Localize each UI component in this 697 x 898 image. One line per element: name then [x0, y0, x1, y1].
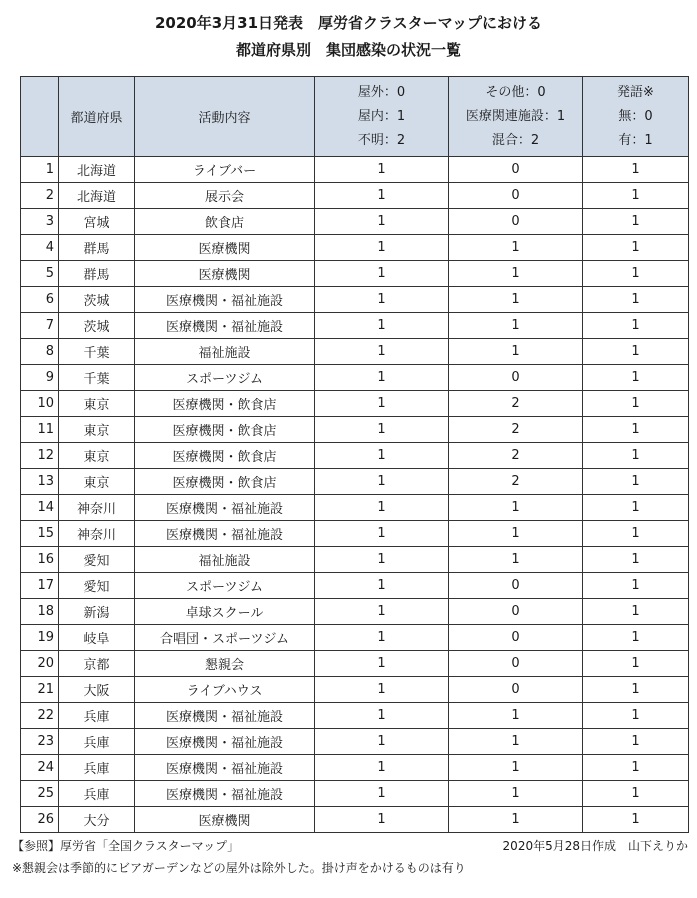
row-activity: 合唱団・スポーツジム — [135, 625, 315, 651]
row-activity: 展示会 — [135, 183, 315, 209]
row-location-code: 1 — [315, 209, 449, 235]
row-location-code: 1 — [315, 391, 449, 417]
row-other-code: 1 — [449, 547, 583, 573]
row-activity: スポーツジム — [135, 573, 315, 599]
row-other-code: 1 — [449, 729, 583, 755]
row-number: 8 — [21, 339, 59, 365]
row-vocal-code: 1 — [583, 261, 689, 287]
row-number: 4 — [21, 235, 59, 261]
row-location-code: 1 — [315, 807, 449, 833]
row-location-code: 1 — [315, 599, 449, 625]
row-location-code: 1 — [315, 287, 449, 313]
row-number: 16 — [21, 547, 59, 573]
row-vocal-code: 1 — [583, 365, 689, 391]
table-row — [21, 677, 689, 703]
table-row — [21, 391, 689, 417]
row-vocal-code: 1 — [583, 599, 689, 625]
table-row — [21, 209, 689, 235]
row-vocal-code: 1 — [583, 157, 689, 183]
table-row — [21, 469, 689, 495]
table-body — [21, 157, 689, 833]
table-row — [21, 625, 689, 651]
row-other-code: 0 — [449, 157, 583, 183]
table-row — [21, 573, 689, 599]
row-location-code: 1 — [315, 157, 449, 183]
table-row — [21, 287, 689, 313]
header-other-line: その他：0 — [485, 84, 546, 100]
row-number: 5 — [21, 261, 59, 287]
header-location — [315, 77, 449, 157]
row-prefecture: 兵庫 — [59, 781, 135, 807]
row-activity: 医療機関・福祉施設 — [135, 521, 315, 547]
row-vocal-code: 1 — [583, 625, 689, 651]
row-activity: スポーツジム — [135, 365, 315, 391]
header-activity: 活動内容 — [135, 77, 315, 157]
row-number: 11 — [21, 417, 59, 443]
row-activity: 医療機関 — [135, 261, 315, 287]
row-prefecture: 大分 — [59, 807, 135, 833]
row-vocal-code: 1 — [583, 729, 689, 755]
row-number: 12 — [21, 443, 59, 469]
row-vocal-code: 1 — [583, 391, 689, 417]
row-prefecture: 京都 — [59, 651, 135, 677]
row-prefecture: 兵庫 — [59, 703, 135, 729]
table-row — [21, 807, 689, 833]
row-number: 6 — [21, 287, 59, 313]
author-credit: 2020年5月28日作成 山下えりか — [502, 839, 688, 853]
row-location-code: 1 — [315, 365, 449, 391]
row-other-code: 0 — [449, 183, 583, 209]
row-location-code: 1 — [315, 339, 449, 365]
table-row — [21, 521, 689, 547]
row-number: 14 — [21, 495, 59, 521]
row-number: 15 — [21, 521, 59, 547]
row-other-code: 1 — [449, 287, 583, 313]
row-activity: ライブハウス — [135, 677, 315, 703]
row-other-code: 0 — [449, 365, 583, 391]
row-location-code: 1 — [315, 729, 449, 755]
footer-row — [12, 835, 688, 857]
row-other-code: 1 — [449, 235, 583, 261]
reference-note: 【参照】厚労省「全国クラスターマップ」 — [12, 839, 240, 853]
row-number: 24 — [21, 755, 59, 781]
row-vocal-code: 1 — [583, 521, 689, 547]
header-location-line: 不明：2 — [357, 132, 406, 148]
row-number: 3 — [21, 209, 59, 235]
row-location-code: 1 — [315, 573, 449, 599]
table-row — [21, 651, 689, 677]
row-activity: 医療機関 — [135, 235, 315, 261]
row-prefecture: 群馬 — [59, 261, 135, 287]
table-row — [21, 365, 689, 391]
row-location-code: 1 — [315, 703, 449, 729]
row-location-code: 1 — [315, 781, 449, 807]
row-prefecture: 北海道 — [59, 183, 135, 209]
row-activity: 懇親会 — [135, 651, 315, 677]
row-location-code: 1 — [315, 651, 449, 677]
row-prefecture: 愛知 — [59, 573, 135, 599]
row-vocal-code: 1 — [583, 781, 689, 807]
row-prefecture: 大阪 — [59, 677, 135, 703]
row-number: 9 — [21, 365, 59, 391]
row-number: 20 — [21, 651, 59, 677]
row-other-code: 1 — [449, 339, 583, 365]
table-row — [21, 703, 689, 729]
row-activity: 福祉施設 — [135, 547, 315, 573]
table-row — [21, 417, 689, 443]
row-location-code: 1 — [315, 183, 449, 209]
table-row — [21, 729, 689, 755]
row-prefecture: 東京 — [59, 417, 135, 443]
header-other — [449, 77, 583, 157]
row-other-code: 2 — [449, 443, 583, 469]
table-row — [21, 261, 689, 287]
row-activity: 福祉施設 — [135, 339, 315, 365]
row-number: 21 — [21, 677, 59, 703]
row-prefecture: 茨城 — [59, 287, 135, 313]
row-activity: 医療機関・福祉施設 — [135, 287, 315, 313]
row-vocal-code: 1 — [583, 807, 689, 833]
row-vocal-code: 1 — [583, 443, 689, 469]
row-location-code: 1 — [315, 469, 449, 495]
table-row — [21, 443, 689, 469]
row-activity: 医療機関・福祉施設 — [135, 755, 315, 781]
row-number: 23 — [21, 729, 59, 755]
header-number — [21, 77, 59, 157]
row-location-code: 1 — [315, 547, 449, 573]
row-vocal-code: 1 — [583, 209, 689, 235]
row-prefecture: 茨城 — [59, 313, 135, 339]
table-row — [21, 157, 689, 183]
row-activity: 医療機関・福祉施設 — [135, 781, 315, 807]
row-number: 1 — [21, 157, 59, 183]
row-activity: 飲食店 — [135, 209, 315, 235]
row-vocal-code: 1 — [583, 651, 689, 677]
row-other-code: 1 — [449, 703, 583, 729]
row-vocal-code: 1 — [583, 417, 689, 443]
table-row — [21, 547, 689, 573]
row-other-code: 0 — [449, 625, 583, 651]
title-line-1: 2020年3月31日発表 厚労省クラスターマップにおける — [154, 14, 542, 32]
row-prefecture: 東京 — [59, 391, 135, 417]
table-row — [21, 495, 689, 521]
row-activity: 卓球スクール — [135, 599, 315, 625]
row-other-code: 1 — [449, 495, 583, 521]
row-number: 7 — [21, 313, 59, 339]
header-location-line: 屋外：0 — [357, 84, 406, 100]
row-location-code: 1 — [315, 443, 449, 469]
row-activity: 医療機関 — [135, 807, 315, 833]
row-number: 26 — [21, 807, 59, 833]
row-vocal-code: 1 — [583, 339, 689, 365]
header-vocal-line: 発語※ — [617, 84, 654, 100]
row-location-code: 1 — [315, 521, 449, 547]
row-number: 17 — [21, 573, 59, 599]
row-activity: 医療機関・飲食店 — [135, 391, 315, 417]
row-other-code: 1 — [449, 755, 583, 781]
document-title — [0, 0, 697, 64]
header-vocal — [583, 77, 689, 157]
row-activity: 医療機関・福祉施設 — [135, 729, 315, 755]
table-row — [21, 599, 689, 625]
header-other-line: 医療関連施設：1 — [465, 108, 566, 124]
header-prefecture: 都道府県 — [59, 77, 135, 157]
row-activity: 医療機関・福祉施設 — [135, 703, 315, 729]
row-activity: 医療機関・飲食店 — [135, 443, 315, 469]
row-location-code: 1 — [315, 261, 449, 287]
row-number: 2 — [21, 183, 59, 209]
row-location-code: 1 — [315, 755, 449, 781]
row-vocal-code: 1 — [583, 235, 689, 261]
row-other-code: 1 — [449, 781, 583, 807]
row-other-code: 0 — [449, 651, 583, 677]
row-other-code: 1 — [449, 521, 583, 547]
row-prefecture: 岐阜 — [59, 625, 135, 651]
row-number: 10 — [21, 391, 59, 417]
row-prefecture: 兵庫 — [59, 755, 135, 781]
row-other-code: 1 — [449, 313, 583, 339]
row-other-code: 2 — [449, 417, 583, 443]
table-row — [21, 781, 689, 807]
row-activity: 医療機関・飲食店 — [135, 469, 315, 495]
row-vocal-code: 1 — [583, 469, 689, 495]
row-location-code: 1 — [315, 313, 449, 339]
row-location-code: 1 — [315, 677, 449, 703]
row-vocal-code: 1 — [583, 547, 689, 573]
table-row — [21, 183, 689, 209]
footnote: ※懇親会は季節的にビアガーデンなどの屋外は除外した。掛け声をかけるものは有り — [12, 861, 466, 875]
row-vocal-code: 1 — [583, 677, 689, 703]
row-prefecture: 神奈川 — [59, 521, 135, 547]
table-row — [21, 235, 689, 261]
row-prefecture: 千葉 — [59, 365, 135, 391]
table-row — [21, 339, 689, 365]
row-number: 22 — [21, 703, 59, 729]
row-activity: 医療機関・福祉施設 — [135, 313, 315, 339]
row-number: 25 — [21, 781, 59, 807]
row-activity: 医療機関・飲食店 — [135, 417, 315, 443]
header-vocal-line: 無：0 — [618, 108, 653, 124]
row-vocal-code: 1 — [583, 183, 689, 209]
row-other-code: 1 — [449, 261, 583, 287]
cluster-table — [20, 76, 689, 833]
footer — [12, 835, 688, 879]
row-prefecture: 東京 — [59, 469, 135, 495]
row-prefecture: 東京 — [59, 443, 135, 469]
row-number: 13 — [21, 469, 59, 495]
row-prefecture: 兵庫 — [59, 729, 135, 755]
row-location-code: 1 — [315, 495, 449, 521]
row-vocal-code: 1 — [583, 495, 689, 521]
row-number: 19 — [21, 625, 59, 651]
table-row — [21, 313, 689, 339]
row-location-code: 1 — [315, 417, 449, 443]
row-location-code: 1 — [315, 625, 449, 651]
row-prefecture: 愛知 — [59, 547, 135, 573]
row-other-code: 0 — [449, 209, 583, 235]
row-other-code: 0 — [449, 599, 583, 625]
header-vocal-line: 有：1 — [618, 132, 653, 148]
row-prefecture: 千葉 — [59, 339, 135, 365]
row-prefecture: 神奈川 — [59, 495, 135, 521]
row-number: 18 — [21, 599, 59, 625]
header-other-line: 混合：2 — [491, 132, 540, 148]
row-other-code: 2 — [449, 391, 583, 417]
row-prefecture: 北海道 — [59, 157, 135, 183]
row-prefecture: 群馬 — [59, 235, 135, 261]
row-vocal-code: 1 — [583, 573, 689, 599]
row-vocal-code: 1 — [583, 755, 689, 781]
table-row — [21, 755, 689, 781]
row-activity: 医療機関・福祉施設 — [135, 495, 315, 521]
row-other-code: 0 — [449, 573, 583, 599]
row-other-code: 2 — [449, 469, 583, 495]
row-location-code: 1 — [315, 235, 449, 261]
row-vocal-code: 1 — [583, 703, 689, 729]
row-other-code: 1 — [449, 807, 583, 833]
row-vocal-code: 1 — [583, 313, 689, 339]
row-activity: ライブバー — [135, 157, 315, 183]
row-prefecture: 宮城 — [59, 209, 135, 235]
title-line-2: 都道府県別 集団感染の状況一覧 — [235, 41, 461, 59]
row-vocal-code: 1 — [583, 287, 689, 313]
header-location-line: 屋内：1 — [357, 108, 406, 124]
table-header-row — [21, 77, 689, 157]
row-prefecture: 新潟 — [59, 599, 135, 625]
row-other-code: 0 — [449, 677, 583, 703]
